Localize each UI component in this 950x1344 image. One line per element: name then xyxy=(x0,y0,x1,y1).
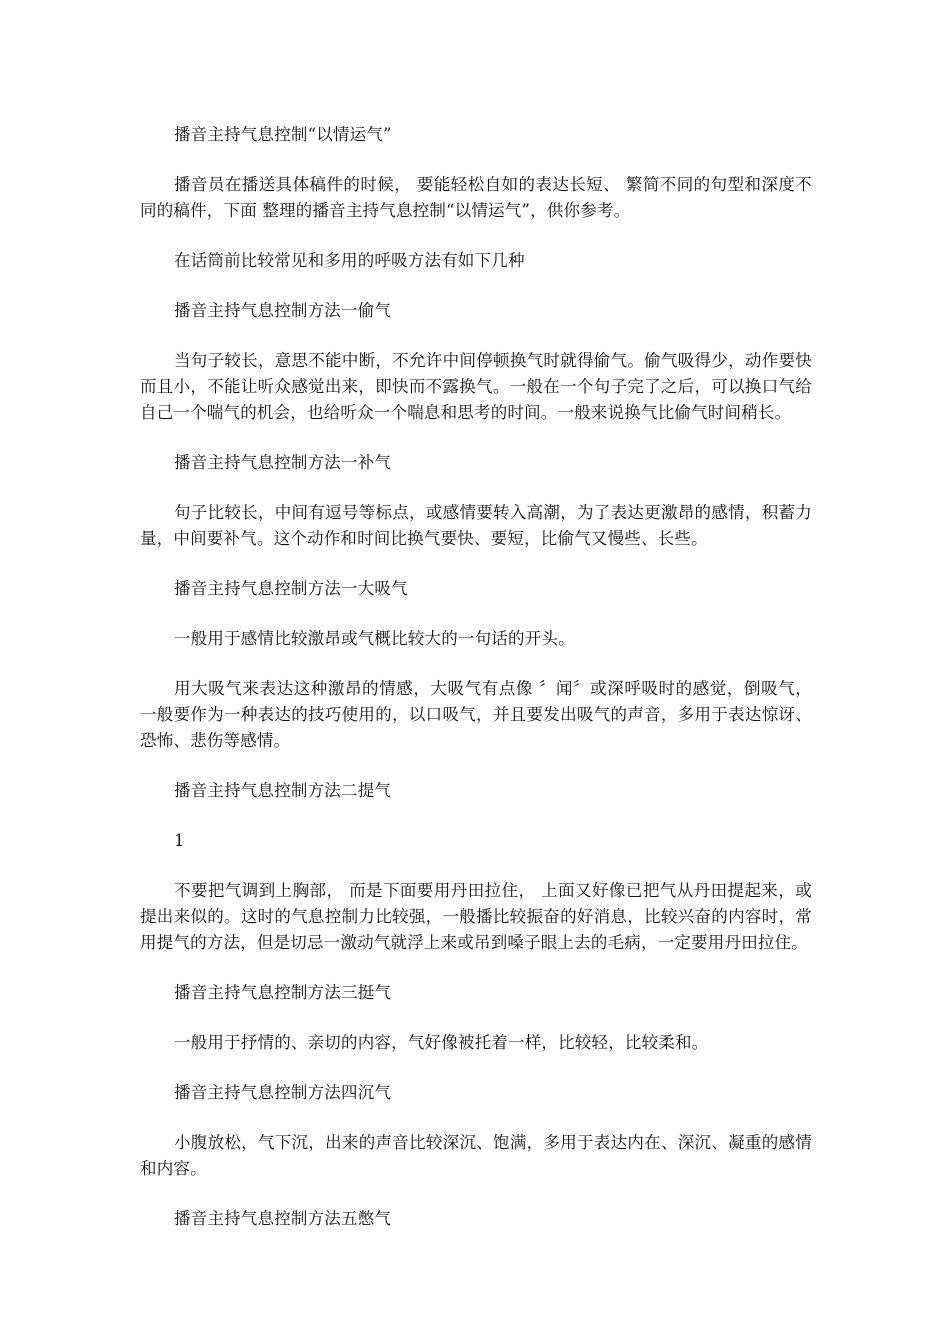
section-heading-buqi: 播音主持气息控制方法一补气 xyxy=(174,453,392,472)
page-number: 1 xyxy=(174,831,185,850)
section-body-tingqi: 一般用于抒情的、亲切的内容，气好像被托着一样，比较轻，比较柔和。 xyxy=(174,1033,709,1052)
section-body-tiqi: 不要把气调到上胸部， 而是下面要用丹田拉住， 上面又好像已把气从丹田提起来，或提出来似的。这时的气息控制力比较强，一般播比较振奋的好消息，比较兴奋的内容时，常用提气的方法，但是切忌一激动气就浮上来或吊到嗓子眼上去的毛病，一定要用丹田拉住。 xyxy=(140,881,812,952)
lead-paragraph: 在话筒前比较常见和多用的呼吸方法有如下几种 xyxy=(174,251,525,270)
section-heading-tiqi: 播音主持气息控制方法二提气 xyxy=(174,781,392,800)
section-heading-bieqi: 播音主持气息控制方法五憋气 xyxy=(174,1209,392,1228)
document-body xyxy=(140,122,812,1256)
section-body-buqi: 句子比较长，中间有逗号等标点，或感情要转入高潮，为了表达更激昂的感情，积蓄力量，中间要补气。这个动作和时间比换气要快、要短，比偷气又慢些、长些。 xyxy=(140,503,812,548)
section-body-touqi: 当句子较长，意思不能中断，不允许中间停顿换气时就得偷气。偷气吸得少，动作要快而且小，不能让听众感觉出来，即快而不露换气。一般在一个句子完了之后，可以换口气给自己一个喘气的机会，也给听众一个喘息和思考的时间。一般来说换气比偷气时间稍长。 xyxy=(140,351,812,422)
section-heading-tingqi: 播音主持气息控制方法三挺气 xyxy=(174,983,392,1002)
section-body-chenqi: 小腹放松，气下沉，出来的声音比较深沉、饱满，多用于表达内在、深沉、凝重的感情和内容。 xyxy=(140,1133,812,1178)
section-heading-chenqi: 播音主持气息控制方法四沉气 xyxy=(174,1083,392,1102)
section-body-daxiqi: 一般用于感情比较激昂或气概比较大的一句话的开头。 xyxy=(174,629,575,648)
intro-paragraph: 播音员在播送具体稿件的时候， 要能轻松自如的表达长短、 繁简不同的句型和深度不同的稿件，下面 整理的播音主持气息控制“以情运气”，供你参考。 xyxy=(140,175,812,220)
section-body-daxiqi-detail: 用大吸气来表达这种激昂的情感，大吸气有点像 〞闻〞或深呼吸时的感觉，倒吸气，一般要作为一种表达的技巧使用的，以口吸气，并且要发出吸气的声音，多用于表达惊讶、恐怖、悲伤等感情。 xyxy=(140,679,812,750)
document-title: 播音主持气息控制“以情运气” xyxy=(174,125,392,144)
section-heading-touqi: 播音主持气息控制方法一偷气 xyxy=(174,301,392,320)
section-heading-daxiqi: 播音主持气息控制方法一大吸气 xyxy=(174,579,408,598)
